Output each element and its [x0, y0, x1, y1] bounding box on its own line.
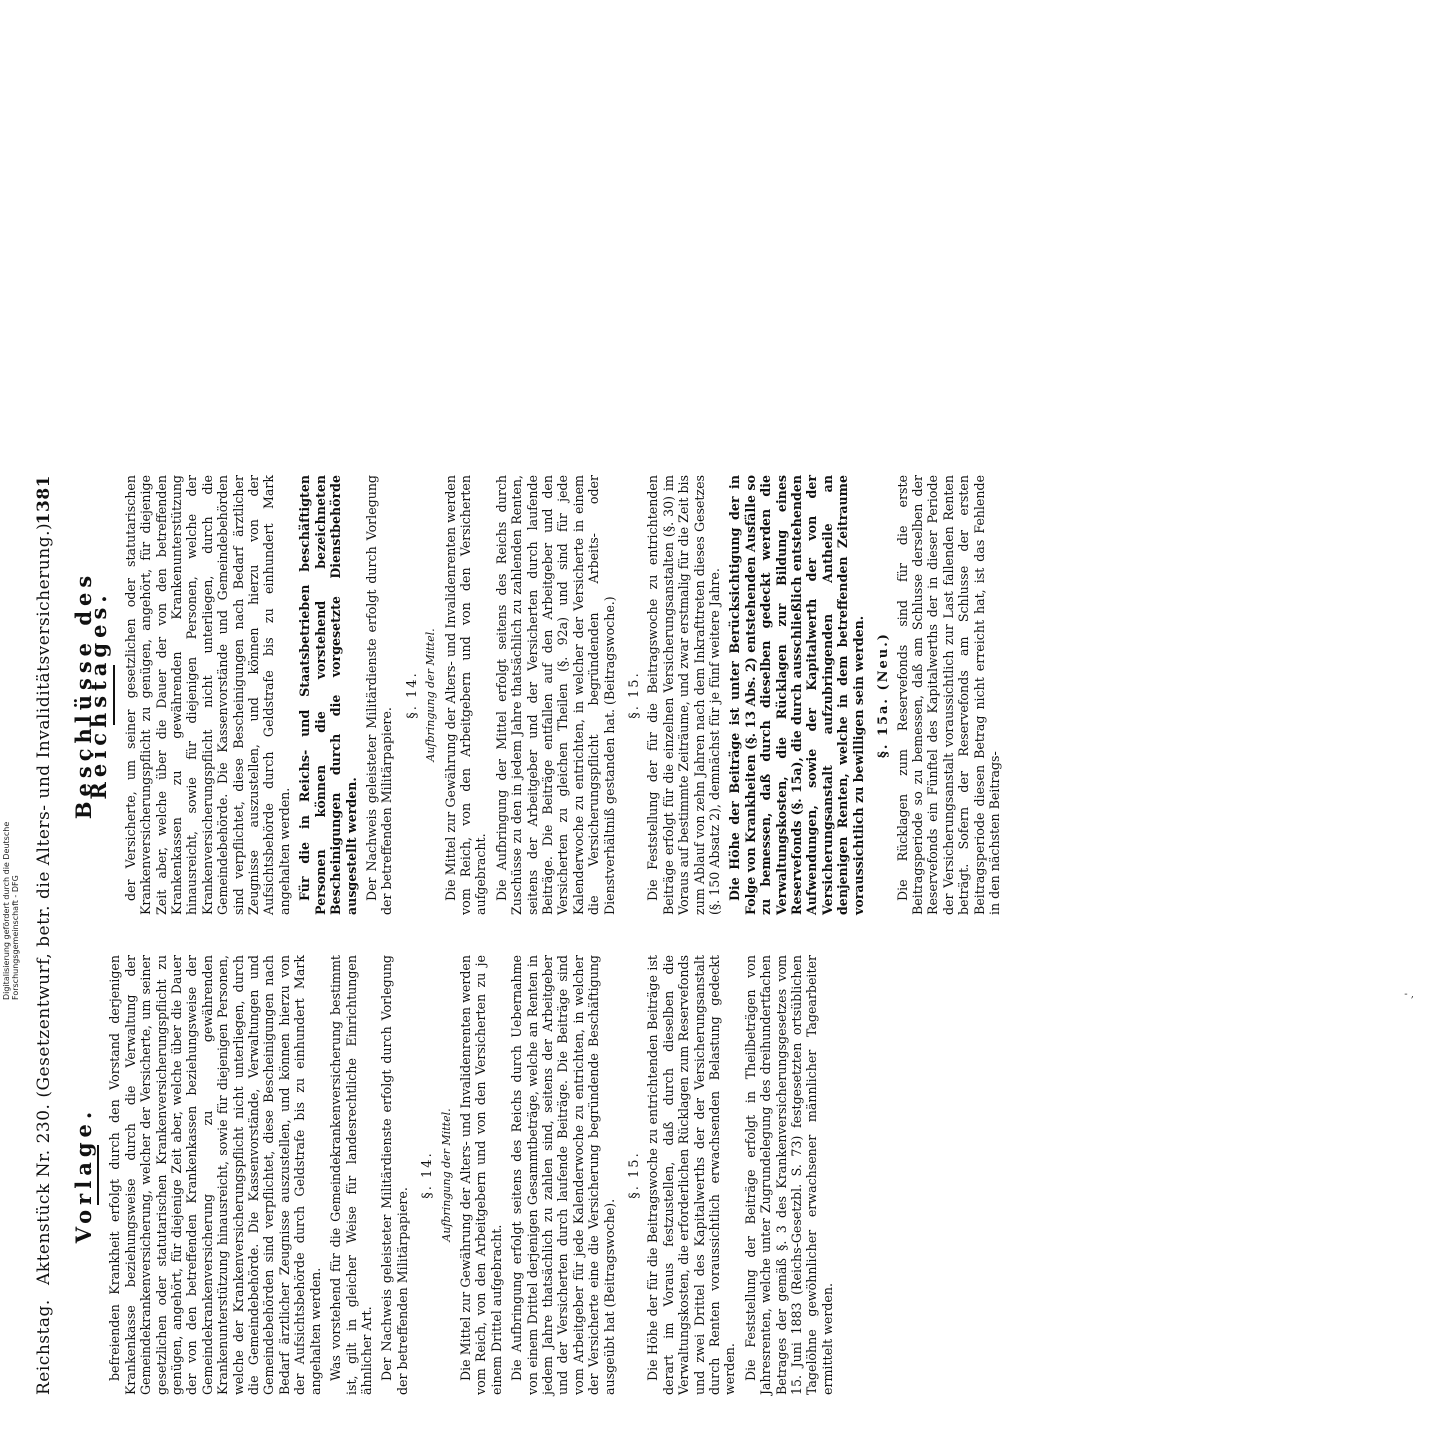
page-number: 1381	[34, 475, 54, 525]
paragraph: Der Nachweis geleisteter Militärdienste erfolgt durch Vorlegung der betreffenden Militärpapiere.	[363, 475, 395, 915]
section-heading: §. 15a. (Neu.)	[876, 632, 892, 758]
paragraph: Die Feststellung der Beiträge erfolgt in Theilbeträgen von Jahresrenten, welche unter Zugrundelegung des dreihundertfachen Betrages der gemäß §. 3 des Krankenversicherungsgesetzes vom 15. Juni 1883 (Reichs-Gesetzbl. S. 73) festgesetzten ortsüblichen Tagelöhne gewöhnlicher erwachsener männlicher Tagearbeiter ermittelt werden.	[742, 955, 835, 1395]
paragraph: Die Rücklagen zum Reservefonds sind für die erste Beitragsperiode so zu bemessen, daß am Schlusse derselben der Reservefonds ein Fünftel des Kapitalwerths der in dieser Periode der Versicherungsanstalt voraussichtlich zur Last fallenden Renten beträgt. Sofern der Reservefonds am Schlusse der ersten Beitragsperiode diesen Betrag nicht erreicht hat, ist das Fehlende in den nächsten Beitrags-	[894, 475, 1002, 915]
section-heading: §. 14.	[420, 1151, 436, 1199]
header-title: Aktenstück Nr. 230. (Gesetzentwurf, betr. die Alters- und Invaliditätsversicherung.)	[34, 522, 54, 1285]
section-subheading: Aufbringung der Mittel.	[424, 628, 438, 762]
section-subheading: Aufbringung der Mittel.	[439, 1108, 453, 1242]
title-rule	[113, 665, 115, 725]
bold-paragraph: Für die in Reichs- und Staatsbetrieben beschäftigten Personen können die vorstehend bezeichneten Bescheinigungen durch die vorgesetzte Dienstbehörde ausgestellt werden.	[297, 475, 359, 915]
document-page	[28, 475, 1432, 1395]
header-left: Reichstag.	[34, 1299, 54, 1395]
left-column	[68, 955, 1418, 1395]
paragraph: Die Mittel zur Gewährung der Alters- und Invalidenrenten werden vom Reich, von den Arbeitgebern und von den Versicherten aufgebracht.	[442, 475, 489, 915]
paragraph: Der Nachweis geleisteter Militärdienste erfolgt durch Vorlegung der betreffenden Militärpapiere.	[379, 955, 410, 1395]
paragraph: Die Höhe der für die Beitragswoche zu entrichtenden Beiträge ist derart im Voraus festzustellen, daß durch dieselben die Verwaltungskosten, die erforderlichen Rücklagen zum Reservefonds und zwei Drittel des Kapitalwerths der der Versicherungsanstalt durch Renten voraussichtlich erwachsenden Belastung gedeckt werden.	[645, 955, 738, 1395]
section-heading: §. 14.	[404, 671, 420, 719]
page-header	[28, 475, 68, 1395]
right-column	[68, 475, 1418, 915]
section-heading: §. 15.	[627, 671, 642, 719]
paragraph: Die Aufbringung der Mittel erfolgt seitens des Reichs durch Zuschüsse zu den in jedem Jahre thatsächlich zu zahlenden Renten, seitens der Arbeitgeber und der Versicherten durch laufende Beiträge. Die Beiträge entfallen auf den Arbeitgeber und den Versicherten zu gleichen Theilen (§. 92a) und sind für jede Kalenderwoche zu entrichten, in welcher der Versicherte in einem die Versicherungspflicht begründenden Arbeits- oder Dienstverhältniß gestanden hat. (Beitragswoche.)	[493, 475, 617, 915]
paragraph: Die Aufbringung erfolgt seitens des Reichs durch Uebernahme von einem Drittel derjenigen Gesammtbeträge, welche an Renten in jedem Jahre thatsächlich zu zahlen sind, seitens der Arbeitgeber und der Versicherten durch laufende Beiträge. Die Beiträge sind vom Arbeitgeber für jede Kalenderwoche zu entrichten, in welcher der Versicherte eine die Versicherung begründende Beschäftigung ausgeübt hat (Beitragswoche).	[509, 955, 617, 1395]
paragraph: befreienden Krankheit erfolgt durch den Vorstand derjenigen Krankenkasse beziehungsweise durch die Verwaltung der Gemeindekrankenversicherung, welcher der Versicherte, um seiner gesetzlichen oder statutarischen Krankenversicherungspflicht zu genügen, angehört, für diejenige Zeit aber, welche über die Dauer der von den betreffenden Krankenkassen beziehungsweise der Gemeindekrankenversicherung zu gewährenden Krankenunterstützung hinausreicht, sowie für diejenigen Personen, welche der Krankenversicherungspflicht nicht unterliegen, durch die Gemeindebehörde. Die Kassenvorstände, Verwaltungen und Gemeindebehörden sind verpflichtet, diese Bescheinigungen nach Bedarf ärztlicher Zeugnisse auszustellen, und können hierzu von der Aufsichtsbehörde durch Geldstrafe bis zu einhundert Mark angehalten werden.	[107, 955, 323, 1395]
bold-paragraph: Die Höhe der Beiträge ist unter Berücksichtigung der in Folge von Krankheiten (§. 13 Abs. 2) entstehenden Ausfälle so zu bemessen, daß durch dieselben gedeckt werden die Verwaltungskosten, die Rücklagen zur Bildung eines Reservefonds (§. 15a), die durch ausschließlich entstehenden Aufwendungen, sowie der Kapitalwerth der von der Versicherungsanstalt aufzubringenden Antheile an denjenigen Renten, welche in dem betreffenden Zeitraume voraussichtlich zu bewilligen sein werden.	[727, 475, 866, 915]
paragraph: Die Feststellung der für die Beitragswoche zu entrichtenden Beiträge erfolgt für die einzelnen Versicherungsanstalten (§. 30) im Voraus auf bestimmte Zeiträume, und zwar erstmalig für die Zeit bis zum Ablauf von zehn Jahren nach dem Inkrafttreten dieses Gesetzes (§. 150 Absatz 2), demnächst für je fünf weitere Jahre.	[645, 475, 723, 915]
left-column-title: Vorlage.	[71, 1106, 96, 1244]
paragraph: der Versicherte, um seiner gesetzlichen oder statutarischen Krankenversicherungspflicht zu genügen, angehört, für diejenige Zeit aber, welche über die Dauer der von den betreffenden Krankenkassen zu gewährenden Krankenunterstützung hinausreicht, sowie für diejenigen Personen, welche der Krankenversicherungspflicht nicht unterliegen, durch die Gemeindebehörde. Die Kassenvorstände und Gemeindebehörden sind verpflichtet, diese Bescheinigungen nach Bedarf ärztlicher Zeugnisse auszustellen, und können hierzu von der Aufsichtsbehörde durch Geldstrafe bis zu einhundert Mark angehalten werden.	[122, 475, 292, 915]
title-rule	[97, 1145, 99, 1205]
page-marks: - ,	[1404, 989, 1414, 1000]
right-column-title: Beschlüsse des Reichstages.	[71, 570, 112, 820]
section-heading: §. 15.	[627, 1151, 642, 1199]
rotated-page	[6, 445, 1432, 1435]
paragraph: Was vorstehend für die Gemeindekrankenversicherung bestimmt ist, gilt in gleicher Weise für landesrechtliche Einrichtungen ähnlicher Art.	[328, 955, 374, 1395]
digitization-note: Digitalisierung gefördert durch die Deutsche Forschungsgemeinschaft - DFG	[2, 821, 20, 1000]
paragraph: Die Mittel zur Gewährung der Alters- und Invalidenrenten werden vom Reich, von den Arbeitgebern und von den Versicherten zu je einem Drittel aufgebracht.	[457, 955, 504, 1395]
